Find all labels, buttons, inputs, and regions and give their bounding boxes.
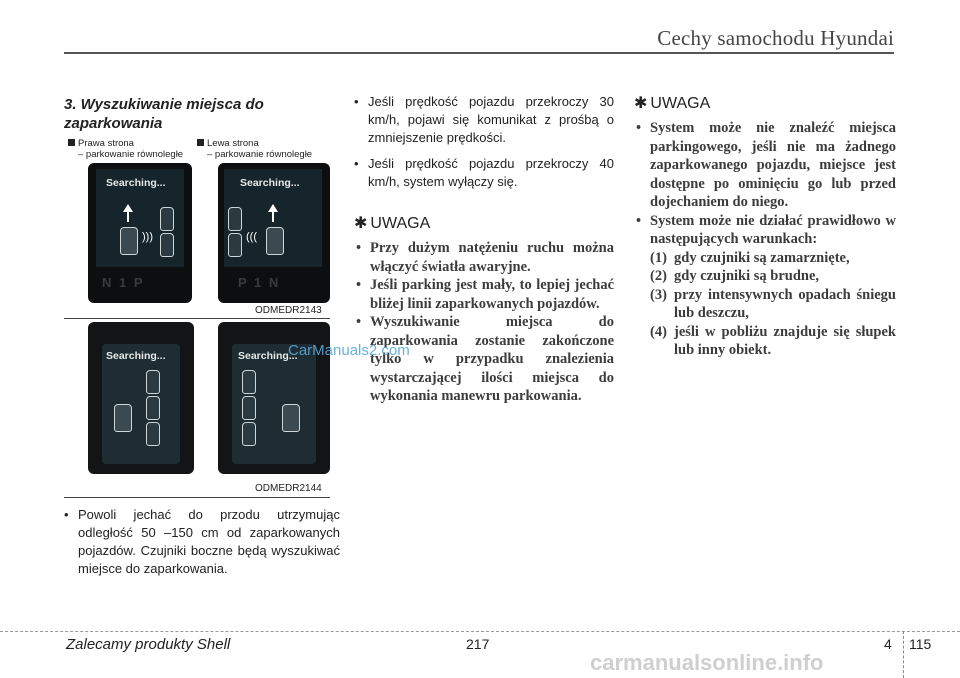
asterisk-icon: ✱ xyxy=(354,215,368,232)
running-header-title: Cechy samochodu Hyundai xyxy=(657,26,894,50)
own-car-icon xyxy=(266,227,284,255)
figure1-panel-right xyxy=(218,163,330,303)
parked-car-icon xyxy=(146,422,160,446)
display-screen xyxy=(224,169,322,267)
footer-rule xyxy=(0,631,960,632)
searching-label: Searching... xyxy=(106,177,166,189)
condition-2: (2) gdy czujniki są brudne, xyxy=(650,268,820,284)
caption-left-sub: – parkowanie równoległe xyxy=(78,149,184,160)
condition-1: (1) gdy czujniki są zamarznięte, xyxy=(650,249,850,266)
own-car-icon xyxy=(114,404,132,432)
uwaga-heading-middle: ✱ UWAGA xyxy=(354,215,431,232)
figure-divider xyxy=(64,318,330,319)
parked-car-icon xyxy=(242,396,256,420)
uwaga-item-1: • Przy dużym natężeniu ruchu można włączyć światła awaryjne. xyxy=(354,239,614,276)
uwaga-right-item-2: • System może nie działać prawidłowo w następujących warunkach: xyxy=(634,212,896,249)
asterisk-icon: ✱ xyxy=(634,95,648,112)
square-bullet-icon xyxy=(68,139,75,146)
condition-4: (4) jeśli w pobliżu znajduje się słupek lub inny obiekt. xyxy=(650,323,896,358)
figure1-caption-right xyxy=(197,138,332,160)
watermark-carmanuals: CarManuals2.com xyxy=(288,342,410,359)
footer-separator xyxy=(903,631,904,678)
arrow-up-icon xyxy=(268,204,278,212)
parked-car-icon xyxy=(160,207,174,231)
uwaga-item-2: • Jeśli parking jest mały, to lepiej jechać bliżej linii zaparkowanych pojazdów. xyxy=(354,276,614,313)
speed-bullet-1: • Jeśli prędkość pojazdu przekroczy 30 km/h, pojawi się komunikat z prośbą o zmniejszenie prędkości. xyxy=(354,93,614,147)
parked-car-icon xyxy=(242,422,256,446)
uwaga-heading-right: ✱ UWAGA xyxy=(634,95,711,112)
watermark-bottom: carmanualsonline.info xyxy=(590,650,824,675)
footer-chapter: 4 xyxy=(884,636,892,652)
searching-label: Searching... xyxy=(238,350,298,362)
gear-indicator: N 1 P xyxy=(102,275,145,290)
right-column xyxy=(634,93,896,360)
display-screen xyxy=(96,169,184,267)
footer-page-number: 217 xyxy=(466,636,490,652)
display-screen xyxy=(102,344,180,464)
searching-label: Searching... xyxy=(240,177,300,189)
square-bullet-icon xyxy=(197,139,204,146)
sensor-wave-icon: ((( xyxy=(246,231,257,243)
figure1-panel-left xyxy=(88,163,192,303)
figure-divider xyxy=(64,497,330,498)
parked-car-icon xyxy=(228,207,242,231)
condition-3: (3) przy intensywnych opadach śniegu lub deszczu, xyxy=(650,286,896,321)
parked-car-icon xyxy=(242,370,256,394)
uwaga-right-item-1: • System może nie znaleźć miejsca parkingowego, jeśli nie ma żadnego zaparkowanego pojazdu, miejsce jest dostępne po ominięciu go lub przed dojechaniem do niego. xyxy=(634,119,896,212)
parked-car-icon xyxy=(228,233,242,257)
figure1-code: ODMEDR2143 xyxy=(255,305,322,316)
caption-left-title: Prawa strona xyxy=(78,138,134,149)
uwaga-item-3: • Wyszukiwanie miejsca do zaparkowania zostanie zakończone tylko w przypadku znalezienia wystarczającej ilości miejsca do wykonania manewru parkowania. xyxy=(354,313,614,406)
arrow-up-icon xyxy=(123,204,133,212)
parked-car-icon xyxy=(146,396,160,420)
sensor-wave-icon: ))) xyxy=(142,231,153,243)
figure2-panel-left xyxy=(88,322,194,474)
speed-bullet-2: • Jeśli prędkość pojazdu przekroczy 40 km/h, system wyłączy się. xyxy=(354,155,614,191)
display-screen xyxy=(232,344,316,464)
section-heading: 3. Wyszukiwanie miejsca do zaparkowania xyxy=(64,96,264,132)
own-car-icon xyxy=(282,404,300,432)
footer-left-text: Zalecamy produkty Shell xyxy=(66,636,231,653)
parked-car-icon xyxy=(146,370,160,394)
own-car-icon xyxy=(120,227,138,255)
figure2-code: ODMEDR2144 xyxy=(255,483,322,494)
searching-label: Searching... xyxy=(106,350,166,362)
header-rule xyxy=(64,52,894,54)
parked-car-icon xyxy=(160,233,174,257)
gear-indicator: P 1 N xyxy=(238,275,281,290)
left-bullet: • Powoli jechać do przodu utrzymując odległość 50 –150 cm od zaparkowanych pojazdów. Czujniki boczne będą wyszukiwać miejsce do zaparkowania. xyxy=(64,506,340,578)
caption-right-title: Lewa strona xyxy=(207,138,259,149)
caption-right-sub: – parkowanie równoległe xyxy=(207,149,313,160)
footer-chapter-page: 115 xyxy=(909,636,932,652)
figure1-caption-left xyxy=(68,138,193,160)
